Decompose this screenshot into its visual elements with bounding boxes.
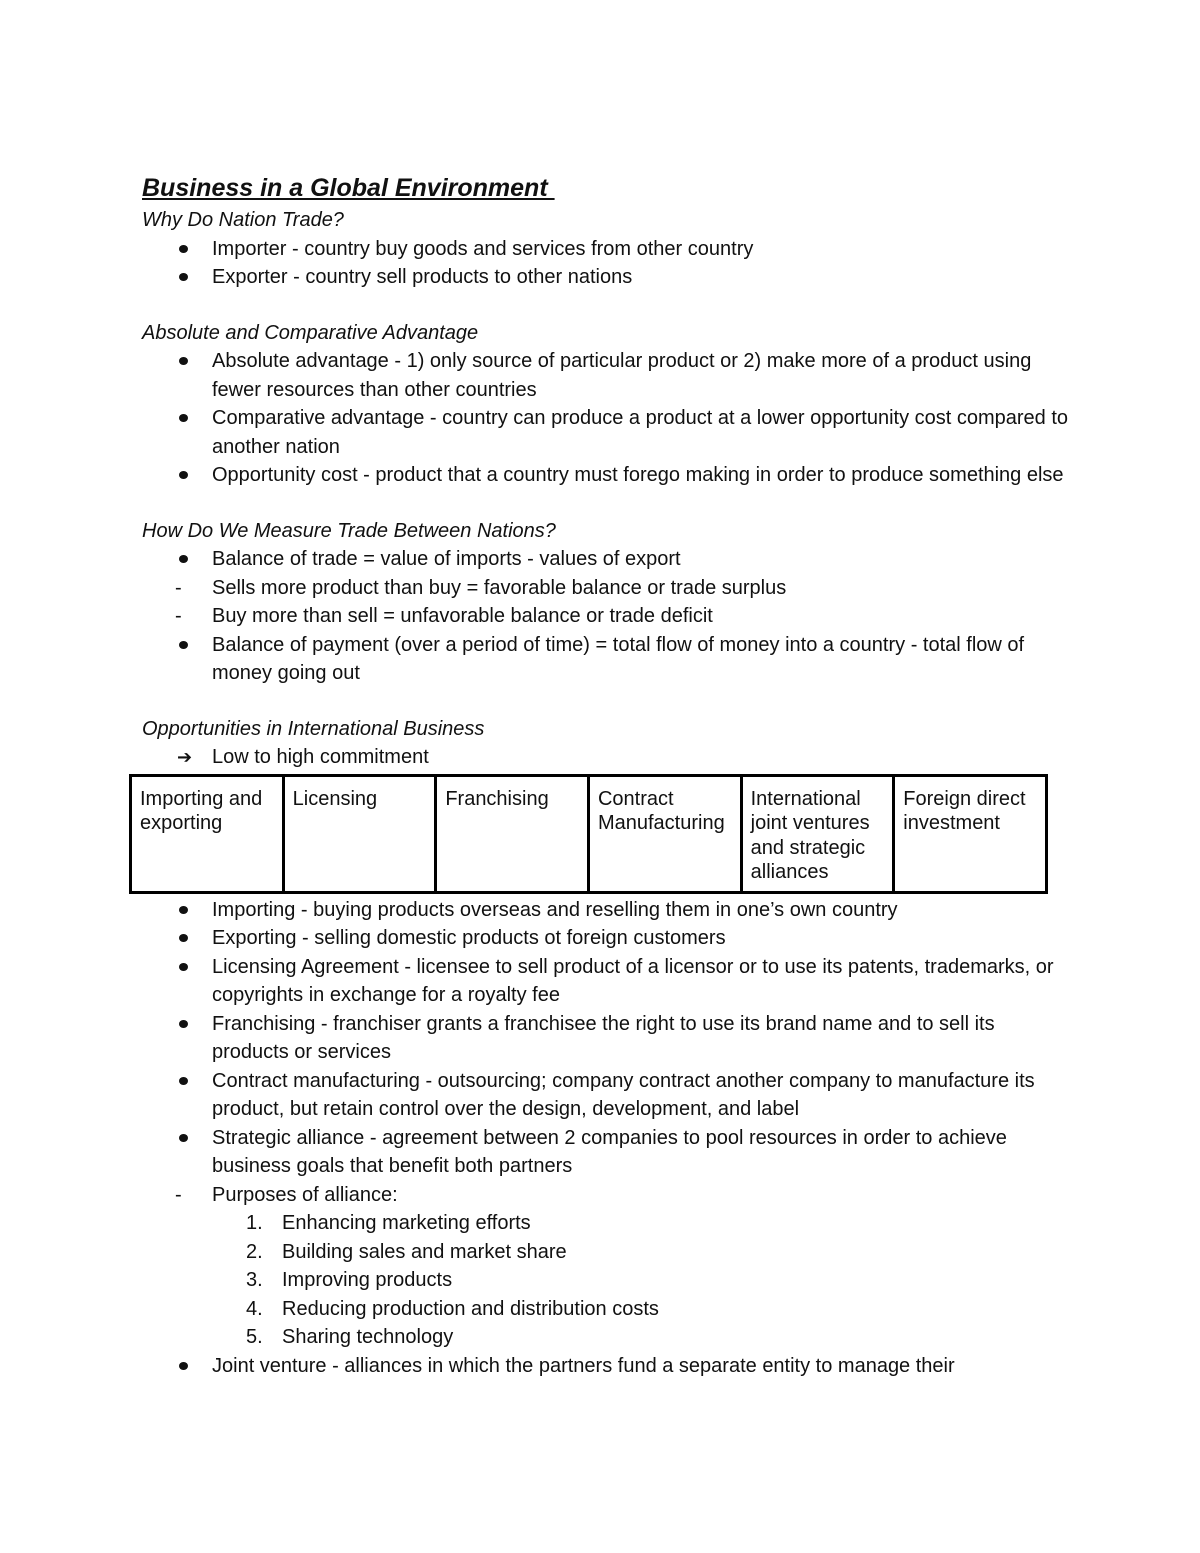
numbered-item: 2. Building sales and market share <box>246 1240 567 1263</box>
table-cell: International joint ventures and strategic alliances <box>741 775 894 892</box>
table-cell: Importing and exporting <box>131 775 284 892</box>
list-item: Strategic alliance - agreement between 2 companies to pool resources in order to achieve business goals that benefit both partners <box>142 1124 1072 1181</box>
list-item: Comparative advantage - country can produce a product at a lower opportunity cost compared to another nation <box>142 404 1072 461</box>
bullet-icon <box>178 1010 198 1039</box>
spacer <box>142 688 1072 715</box>
section-heading-why-trade: Why Do Nation Trade? <box>142 209 344 231</box>
list-item: Opportunity cost - product that a country must forego making in order to produce something else <box>142 461 1072 490</box>
commitment-table <box>129 774 1048 894</box>
table-cell: Licensing <box>283 775 436 892</box>
list-item: Importing - buying products overseas and reselling them in one’s own country <box>142 896 1072 925</box>
list-item: - Purposes of alliance: <box>142 1181 1072 1210</box>
bullet-icon <box>178 1352 198 1381</box>
bullet-icon <box>178 461 198 490</box>
arrow-right-icon: ➔ <box>177 747 193 767</box>
list-item: - Sells more product than buy = favorable balance or trade surplus <box>142 574 1072 603</box>
section-heading-measure: How Do We Measure Trade Between Nations? <box>142 519 556 542</box>
bullet-icon <box>178 235 198 264</box>
dash-icon: - <box>175 576 182 599</box>
list-item: Exporter - country sell products to other nations <box>142 263 1072 292</box>
bullet-icon <box>178 1124 198 1153</box>
bullet-icon <box>178 263 198 292</box>
bullet-icon <box>178 896 198 925</box>
numbered-item: 1. Enhancing marketing efforts <box>246 1212 531 1234</box>
section-heading-opportunities: Opportunities in International Business <box>142 717 485 740</box>
section-heading-advantage: Absolute and Comparative Advantage <box>142 321 479 344</box>
bullet-icon <box>178 347 198 376</box>
bullet-icon <box>178 631 198 660</box>
numbered-item: 5. Sharing technology <box>246 1326 454 1348</box>
table-cell: Franchising <box>436 775 589 892</box>
commitment-table-wrapper <box>129 774 1072 894</box>
bullet-icon <box>178 953 198 982</box>
list-item: ➔ Low to high commitment <box>142 743 1072 772</box>
document-title: Business in a Global Environment <box>142 174 555 202</box>
list-item: - Buy more than sell = unfavorable balance or trade deficit <box>142 602 1072 631</box>
bullet-icon <box>178 404 198 433</box>
list-item: Absolute advantage - 1) only source of particular product or 2) make more of a product using fewer resources than other countries <box>142 347 1072 404</box>
list-item: Exporting - selling domestic products ot foreign customers <box>142 924 1072 953</box>
numbered-item: 4. Reducing production and distribution costs <box>246 1297 659 1320</box>
list-item: Balance of trade = value of imports - values of export <box>142 545 1072 574</box>
list-item: Contract manufacturing - outsourcing; company contract another company to manufacture its product, but retain control over the design, development, and label <box>142 1067 1072 1124</box>
bullet-icon <box>178 924 198 953</box>
list-item: Importer - country buy goods and services from other country <box>142 235 1072 264</box>
list-item: Joint venture - alliances in which the partners fund a separate entity to manage their <box>142 1352 1072 1381</box>
list-item: Balance of payment (over a period of time) = total flow of money into a country - total flow of money going out <box>142 631 1072 688</box>
list-item: Franchising - franchiser grants a franchisee the right to use its brand name and to sell its products or services <box>142 1010 1072 1067</box>
table-cell: Foreign direct investment <box>894 775 1047 892</box>
spacer <box>142 490 1072 517</box>
numbered-item: 3. Improving products <box>246 1269 453 1291</box>
list-item: Licensing Agreement - licensee to sell product of a licensor or to use its patents, trademarks, or copyrights in exchange for a royalty fee <box>142 953 1072 1010</box>
document-page <box>142 170 1072 1380</box>
table-row <box>131 775 1047 892</box>
table-cell: Contract Manufacturing <box>588 775 741 892</box>
bullet-icon <box>178 1067 198 1096</box>
spacer <box>142 292 1072 319</box>
dash-icon: - <box>175 1183 182 1206</box>
bullet-icon <box>178 545 198 574</box>
dash-icon: - <box>175 605 182 627</box>
